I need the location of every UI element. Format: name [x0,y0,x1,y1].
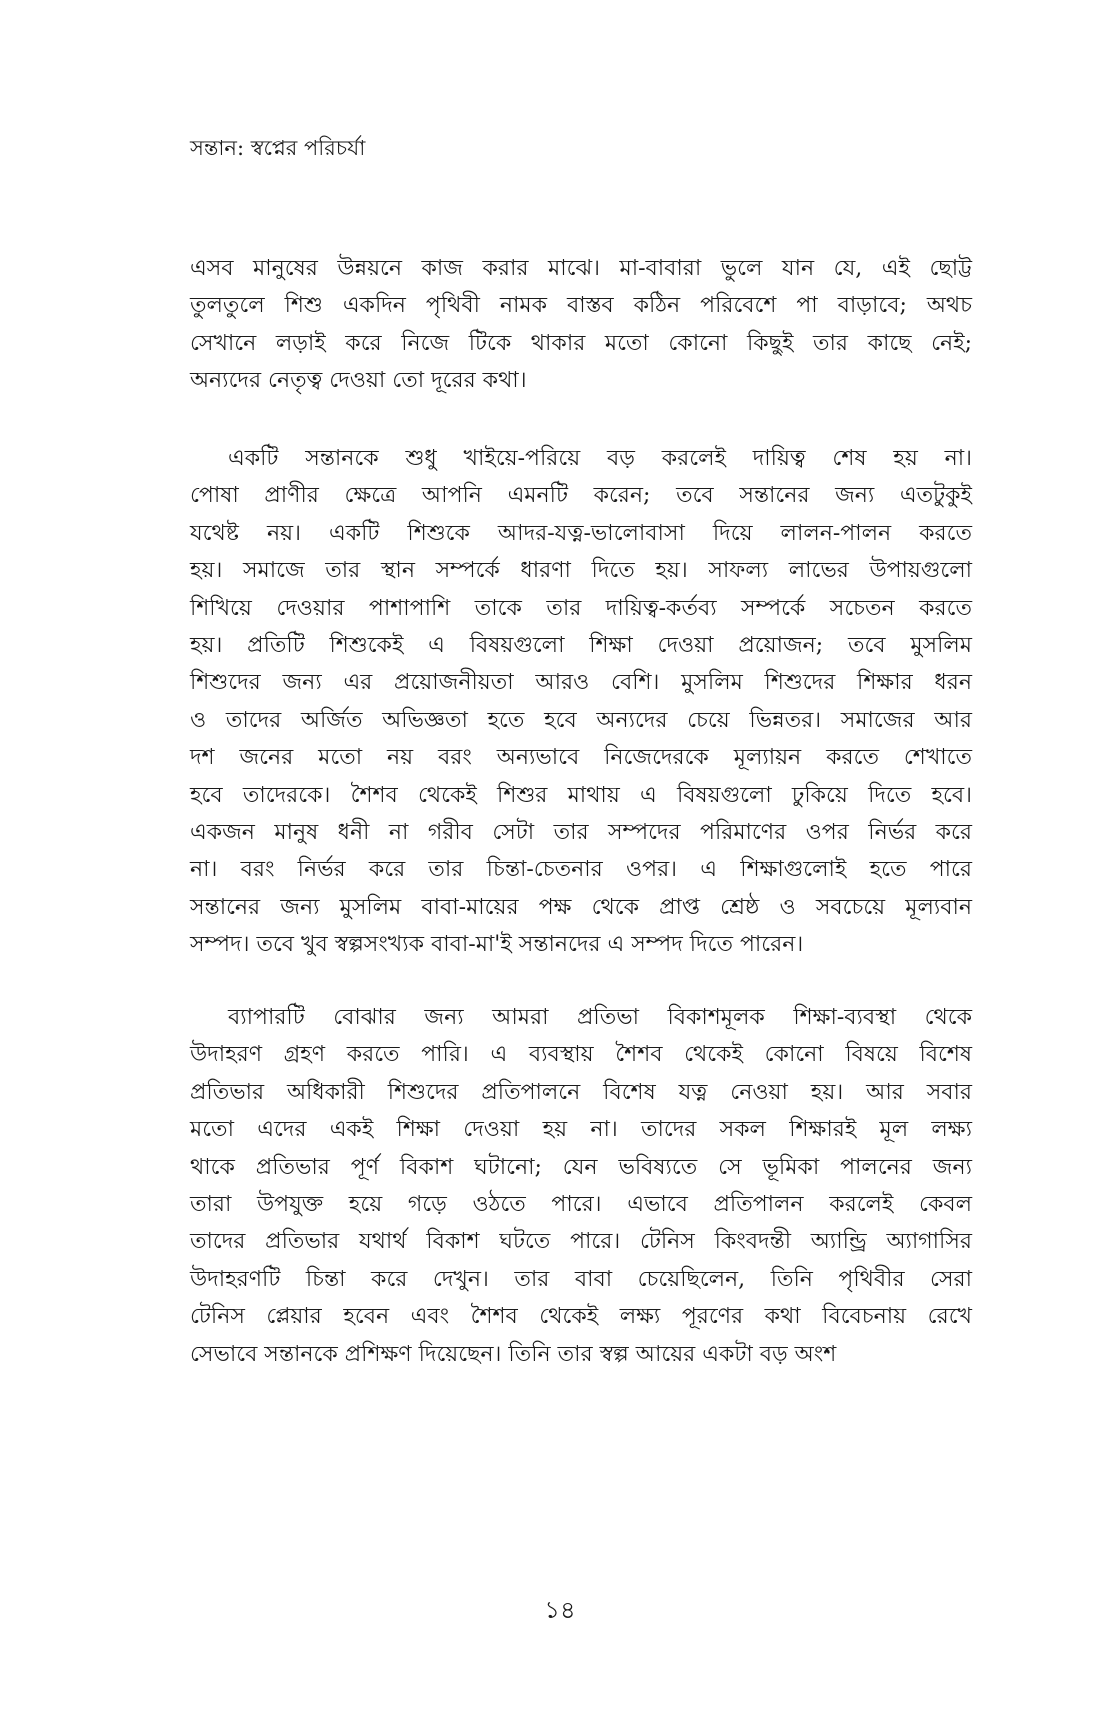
paragraph-1 [190,250,972,400]
text-line: না। বরং নির্ভর করে তার চিন্তা-চেতনার ওপর। এ শিক্ষাগুলোই হতে পারে [190,857,972,883]
text-line: পোষা প্রাণীর ক্ষেত্রে আপনি এমনটি করেন; তবে সন্তানের জন্য এতটুকুই [190,483,972,509]
text-line: টেনিস প্লেয়ার হবেন এবং শৈশব থেকেই লক্ষ্য পূরণের কথা বিবেচনায় রেখে [190,1304,972,1330]
text-line: অন্যদের নেতৃত্ব দেওয়া তো দূরের কথা। [190,368,527,394]
text-line: হয়। সমাজে তার স্থান সম্পর্কে ধারণা দিতে হয়। সাফল্য লাভের উপায়গুলো [190,558,972,584]
text-line: মতো এদের একই শিক্ষা দেওয়া হয় না। তাদের সকল শিক্ষারই মূল লক্ষ্য [190,1117,972,1143]
text-line: তারা উপযুক্ত হয়ে গড়ে ওঠতে পারে। এভাবে প্রতিপালন করলেই কেবল [190,1191,972,1217]
running-head: সন্তান: স্বপ্নের পরিচর্যা [190,136,366,160]
text-line: উদাহরণটি চিন্তা করে দেখুন। তার বাবা চেয়েছিলেন, তিনি পৃথিবীর সেরা [190,1266,972,1292]
text-line: সেভাবে সন্তানকে প্রশিক্ষণ দিয়েছেন। তিনি তার স্বল্প আয়ের একটা বড় অংশ [190,1341,837,1367]
text-line: হয়। প্রতিটি শিশুকেই এ বিষয়গুলো শিক্ষা দেওয়া প্রয়োজন; তবে মুসলিম [190,632,972,658]
text-line: একটি সন্তানকে শুধু খাইয়ে-পরিয়ে বড় করলেই দায়িত্ব শেষ হয় না। [228,446,972,471]
text-line: সম্পদ। তবে খুব স্বল্পসংখ্যক বাবা-মা'ই সন্তানদের এ সম্পদ দিতে পারেন। [190,932,804,958]
text-line: শিখিয়ে দেওয়ার পাশাপাশি তাকে তার দায়িত্ব-কর্তব্য সম্পর্কে সচেতন করতে [190,595,972,621]
text-line: ও তাদের অর্জিত অভিজ্ঞতা হতে হবে অন্যদের চেয়ে ভিন্নতর। সমাজের আর [190,707,972,733]
text-line: শিশুদের জন্য এর প্রয়োজনীয়তা আরও বেশি। মুসলিম শিশুদের শিক্ষার ধরন [190,670,972,696]
text-line: ব্যাপারটি বোঝার জন্য আমরা প্রতিভা বিকাশমূলক শিক্ষা-ব্যবস্থা থেকে [228,1005,972,1030]
text-line: তুলতুলে শিশু একদিন পৃথিবী নামক বাস্তব কঠিন পরিবেশে পা বাড়াবে; অথচ [190,293,972,319]
paragraph-2 [190,440,972,963]
text-line: সন্তানের জন্য মুসলিম বাবা-মায়ের পক্ষ থেকে প্রাপ্ত শ্রেষ্ঠ ও সবচেয়ে মূল্যবান [190,894,972,920]
text-line: দশ জনের মতো নয় বরং অন্যভাবে নিজেদেরকে মূল্যায়ন করতে শেখাতে [190,745,972,771]
text-line: তাদের প্রতিভার যথার্থ বিকাশ ঘটতে পারে। টেনিস কিংবদন্তী অ্যান্ড্রি অ্যাগাসির [190,1229,972,1255]
text-line: সেখানে লড়াই করে নিজে টিকে থাকার মতো কোনো কিছুই তার কাছে নেই; [190,330,972,356]
page-number: ১৪ [544,1596,576,1624]
text-line: হবে তাদেরকে। শৈশব থেকেই শিশুর মাথায় এ বিষয়গুলো ঢুকিয়ে দিতে হবে। [190,782,972,808]
text-line: উদাহরণ গ্রহণ করতে পারি। এ ব্যবস্থায় শৈশব থেকেই কোনো বিষয়ে বিশেষ [190,1042,972,1068]
text-line: থাকে প্রতিভার পূর্ণ বিকাশ ঘটানো; যেন ভবিষ্যতে সে ভূমিকা পালনের জন্য [190,1154,972,1180]
text-line: প্রতিভার অধিকারী শিশুদের প্রতিপালনে বিশেষ যত্ন নেওয়া হয়। আর সবার [190,1079,972,1105]
paragraph-3 [190,999,972,1373]
text-line: যথেষ্ট নয়। একটি শিশুকে আদর-যত্ন-ভালোবাসা দিয়ে লালন-পালন করতে [190,520,972,546]
text-line: একজন মানুষ ধনী না গরীব সেটা তার সম্পদের পরিমাণের ওপর নির্ভর করে [190,819,972,845]
text-line: এসব মানুষের উন্নয়নে কাজ করার মাঝে। মা-বাবারা ভুলে যান যে, এই ছোট্ট [190,256,972,281]
